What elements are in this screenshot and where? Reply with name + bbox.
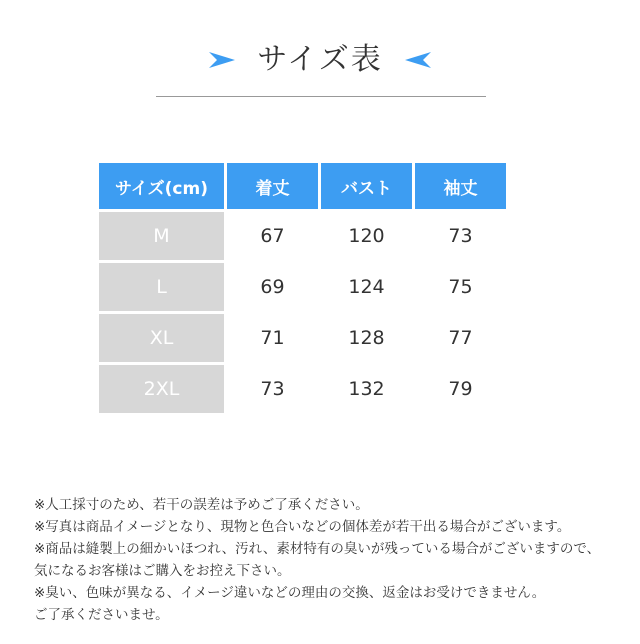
header-bust: バスト [321,163,412,209]
sleeve-cell: 77 [448,327,473,349]
note-line: 気になるお客様はご購入をお控え下さい。 [34,563,291,579]
size-table [96,160,509,416]
sleeve-cell: 73 [448,225,473,247]
length-cell: 71 [260,327,285,349]
sleeve-cell: 75 [448,276,473,298]
bust-cell: 132 [348,378,385,400]
note-line: ※人工採寸のため、若干の誤差は予めご了承ください。 [34,497,369,513]
table-row [99,263,506,311]
size-label: L [99,263,224,311]
notes [34,494,634,626]
table-row [99,365,506,413]
note-line: ご了承くださいませ。 [34,607,169,623]
title-row [0,32,640,88]
header-length: 着丈 [227,163,318,209]
arrow-left-icon [401,49,435,71]
size-label: 2XL [99,365,224,413]
note-line: ※写真は商品イメージとなり、現物と色合いなどの個体差が若干出る場合がございます。 [34,519,571,535]
bust-cell: 124 [348,276,385,298]
table-header-row [99,163,506,209]
size-label: XL [99,314,224,362]
table-row [99,314,506,362]
length-cell: 67 [260,225,285,247]
header-sleeve: 袖丈 [415,163,506,209]
sleeve-cell: 79 [448,378,473,400]
length-cell: 73 [260,378,285,400]
length-cell: 69 [260,276,285,298]
note-line: ※商品は縫製上の細かいほつれ、汚れ、素材特有の臭いが残っている場合がございますので、 [34,541,601,557]
size-label: M [99,212,224,260]
bust-cell: 120 [348,225,385,247]
arrow-right-icon [205,49,239,71]
page-title: サイズ表 [257,42,383,77]
title-divider [156,96,486,97]
header-size: サイズ(cm) [99,163,224,209]
table-row [99,212,506,260]
bust-cell: 128 [348,327,385,349]
note-line: ※臭い、色味が異なる、イメージ違いなどの理由の交換、返金はお受けできません。 [34,585,546,601]
